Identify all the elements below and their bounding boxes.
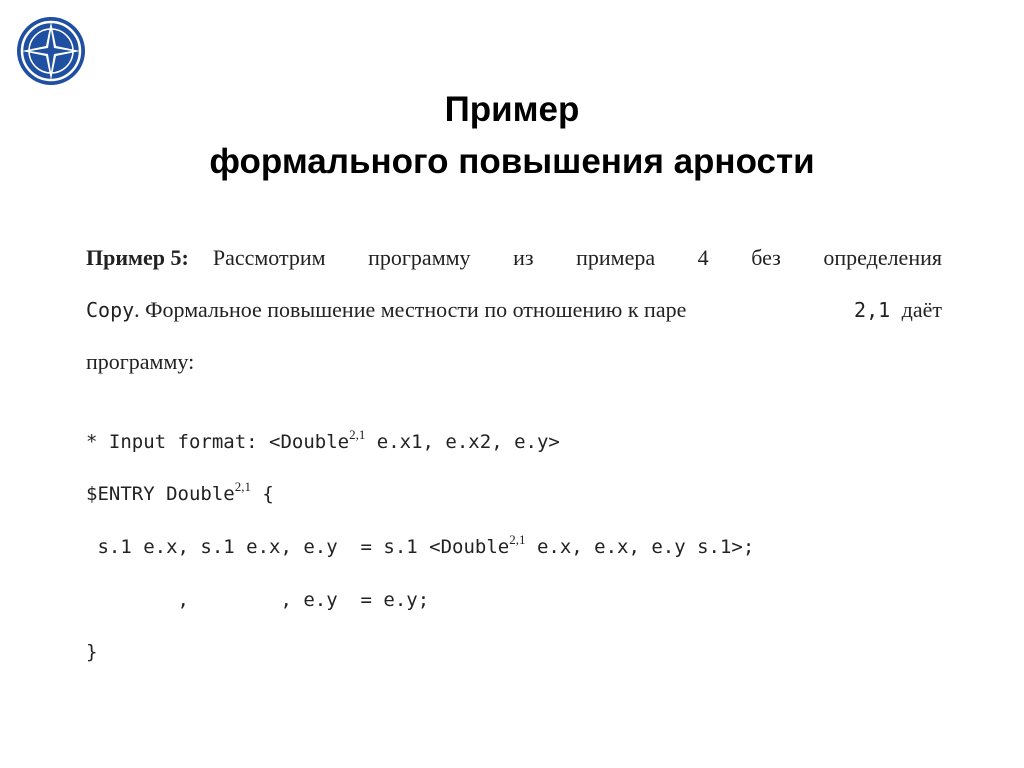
code-line-5: } xyxy=(86,641,98,663)
paragraph-line-3: программу: xyxy=(86,349,195,374)
code-line-1-pre: * Input format: <Double xyxy=(86,431,350,453)
code-line-1-post: e.x1, e.x2, e.y> xyxy=(365,431,560,453)
code-line-2-pre: $ENTRY Double xyxy=(86,483,235,505)
paragraph-line-1 xyxy=(86,243,942,273)
paragraph-line-2 xyxy=(86,295,942,325)
paragraph-line-2-text: . Формальное повышение местности по отношению к паре xyxy=(134,297,687,322)
paragraph-line-2-content xyxy=(86,295,942,325)
code-line-2-post: { xyxy=(250,483,274,505)
code-line-3-sup: 2,1 xyxy=(509,532,526,547)
code-line-4: , , e.y = e.y; xyxy=(86,589,430,611)
example-label: Пример 5: xyxy=(86,245,189,270)
paragraph-line-1-text: Рассмотрим программу из примера 4 без определения xyxy=(212,245,942,270)
code-line-2-sup: 2,1 xyxy=(234,479,251,494)
paragraph-line-2-right xyxy=(854,295,942,325)
code-line-1-sup: 2,1 xyxy=(349,427,366,442)
compass-star-logo-icon xyxy=(16,16,86,86)
code-block xyxy=(86,427,755,663)
title-line-1: Пример xyxy=(444,90,580,129)
code-line-3-pre: s.1 e.x, s.1 e.x, e.y = s.1 <Double xyxy=(86,536,510,558)
code-line-2 xyxy=(86,479,274,509)
copy-keyword: Copy xyxy=(86,298,135,322)
paragraph-line-2-end: даёт xyxy=(901,297,942,322)
code-line-1 xyxy=(86,427,560,457)
page-title xyxy=(0,84,1024,188)
title-line-2: формального повышения арности xyxy=(209,142,815,181)
code-line-3-post: e.x, e.x, e.y s.1>; xyxy=(525,536,755,558)
code-line-3 xyxy=(86,532,754,562)
paragraph-line-2-left xyxy=(86,295,686,325)
pair-value: 2,1 xyxy=(854,298,891,322)
